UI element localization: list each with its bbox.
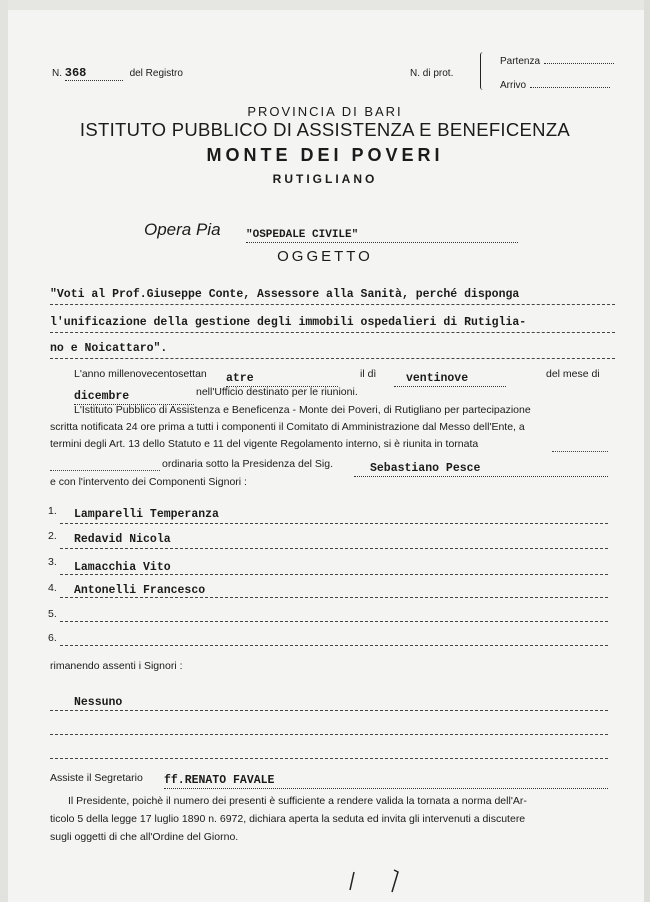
segretario-value: ff.RENATO FAVALE	[164, 774, 275, 787]
giorno-value: ventinove	[406, 372, 469, 385]
registry-line	[52, 66, 183, 81]
arrivo-line: Arrivo	[500, 80, 610, 91]
provincia-heading: PROVINCIA DI BARI	[247, 104, 403, 119]
protocol-label: N. di prot.	[410, 68, 454, 79]
anno-value: atre	[226, 372, 254, 385]
registry-number: 368	[64, 66, 87, 80]
oggetto-line-1: "Voti al Prof.Giuseppe Conte, Assessore alla Sanità, perché disponga	[50, 288, 520, 301]
monte-heading: MONTE DEI POVERI	[206, 145, 444, 165]
mese-label: del mese di	[546, 368, 600, 380]
assenti-label: rimanendo assenti i Signori :	[50, 660, 183, 672]
registry-label: del Registro	[129, 68, 183, 79]
opera-pia-label: Opera Pia	[144, 220, 221, 239]
segretario-label: Assiste il Segretario	[50, 772, 143, 784]
rutigliano-heading: RUTIGLIANO	[272, 172, 378, 186]
ordinaria-text: ordinaria sotto la Presidenza del Sig.	[162, 458, 334, 470]
scan-edge-top	[0, 0, 650, 10]
closing-line-2: ticolo 5 della legge 17 luglio 1890 n. 6972, dichiara aperta la seduta ed invita gli intervenuti a discutere	[50, 813, 526, 825]
component-name-1: Lamparelli Temperanza	[74, 508, 219, 521]
ufficio-text: nell'Ufficio destinato per le riunioni.	[196, 386, 358, 398]
component-name-3: Lamacchia Vito	[74, 561, 171, 574]
anno-label: L'anno millenovecentosettan	[74, 368, 207, 380]
closing-line-1: Il Presidente, poichè il numero dei presenti è sufficiente a rendere valida la tornata a norma dell'Ar-	[68, 795, 527, 807]
component-name-4: Antonelli Francesco	[74, 584, 206, 597]
registry-n-label: N.	[52, 68, 62, 79]
paragraph-line-1: L'Istituto Pubblico di Assistenza e Beneficenza - Monte dei Poveri, di Rutigliano per partecipazione	[74, 404, 531, 416]
component-num-4: 4.	[48, 582, 57, 594]
opera-pia-value: "OSPEDALE CIVILE"	[246, 229, 359, 241]
opera-pia-field	[246, 224, 518, 243]
il-di-label: il dì	[360, 368, 377, 380]
component-num-3: 3.	[48, 556, 57, 568]
component-num-1: 1.	[48, 505, 57, 517]
component-num-6: 6.	[48, 632, 57, 644]
oggetto-heading: OGGETTO	[277, 248, 373, 265]
component-num-2: 2.	[48, 530, 57, 542]
closing-line-3: sugli oggetti di che all'Ordine del Giorno.	[50, 831, 239, 843]
oggetto-line-2: l'unificazione della gestione degli immobili ospedalieri di Rutiglia-	[50, 316, 527, 329]
istituto-heading: ISTITUTO PUBBLICO DI ASSISTENZA E BENEFICENZA	[79, 119, 571, 140]
paragraph-line-3: termini degli Art. 13 dello Statuto e 11 del vigente Regolamento interno, si è riunita in tornata	[50, 438, 479, 450]
partenza-line: Partenza	[500, 56, 614, 67]
component-name-2: Redavid Nicola	[74, 533, 171, 546]
brace-mark	[480, 52, 487, 90]
mese-value: dicembre	[74, 390, 130, 403]
paragraph-line-2: scritta notificata 24 ore prima a tutti i componenti il Comitato di Amministrazione dal Messo dell'Ente, a	[50, 421, 525, 433]
handwritten-mark	[340, 866, 410, 894]
component-num-5: 5.	[48, 608, 57, 620]
oggetto-line-3: no e Noicattaro".	[50, 342, 168, 355]
assenti-value: Nessuno	[74, 696, 123, 709]
presidente-value: Sebastiano Pesce	[370, 462, 481, 475]
intervento-text: e con l'intervento dei Componenti Signori :	[50, 476, 247, 488]
